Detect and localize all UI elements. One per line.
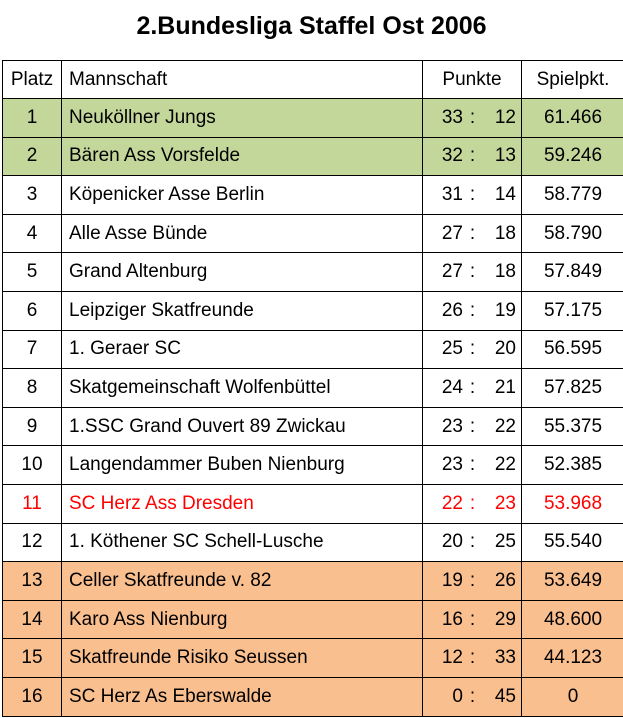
page-title: 2.Bundesliga Staffel Ost 2006 [136, 12, 487, 40]
cell-mannschaft: Skatgemeinschaft Wolfenbüttel [62, 369, 423, 408]
cell-mannschaft: SC Herz Ass Dresden [62, 484, 423, 523]
points-minus: 25 [494, 531, 516, 553]
cell-platz: 6 [3, 291, 62, 330]
cell-spielpunkte: 0 [522, 677, 623, 716]
cell-punkte [423, 214, 522, 253]
table-row [3, 446, 623, 485]
table-row [3, 523, 623, 562]
cell-spielpunkte: 52.385 [522, 446, 623, 485]
cell-platz: 2 [3, 137, 62, 176]
table-row [3, 562, 623, 601]
points-plus: 33 [441, 106, 463, 128]
cell-mannschaft: 1. Geraer SC [62, 330, 423, 369]
table-row [3, 639, 623, 678]
cell-mannschaft: Köpenicker Asse Berlin [62, 176, 423, 215]
points-plus: 27 [441, 261, 463, 283]
points-plus: 25 [441, 338, 463, 360]
table-row [3, 330, 623, 369]
cell-spielpunkte: 48.600 [522, 600, 623, 639]
table-row [3, 99, 623, 138]
points-plus: 27 [441, 222, 463, 244]
header-platz: Platz [3, 61, 62, 99]
cell-mannschaft: Neuköllner Jungs [62, 99, 423, 138]
cell-platz: 11 [3, 484, 62, 523]
cell-punkte [423, 137, 522, 176]
cell-spielpunkte: 55.375 [522, 407, 623, 446]
cell-punkte [423, 407, 522, 446]
points-minus: 20 [494, 338, 516, 360]
points-separator: : [469, 338, 476, 360]
table-row [3, 600, 623, 639]
points-minus: 22 [494, 415, 516, 437]
points-plus: 20 [441, 531, 463, 553]
cell-punkte [423, 484, 522, 523]
cell-spielpunkte: 55.540 [522, 523, 623, 562]
cell-mannschaft: Bären Ass Vorsfelde [62, 137, 423, 176]
table-row [3, 214, 623, 253]
cell-platz: 16 [3, 677, 62, 716]
cell-spielpunkte: 44.123 [522, 639, 623, 678]
cell-punkte [423, 291, 522, 330]
points-separator: : [469, 685, 476, 707]
cell-platz: 5 [3, 253, 62, 292]
cell-spielpunkte: 57.825 [522, 369, 623, 408]
table-row [3, 484, 623, 523]
points-separator: : [469, 531, 476, 553]
table-row [3, 677, 623, 716]
points-plus: 16 [441, 608, 463, 630]
cell-spielpunkte: 58.779 [522, 176, 623, 215]
cell-spielpunkte: 53.649 [522, 562, 623, 601]
cell-platz: 4 [3, 214, 62, 253]
points-minus: 23 [494, 492, 516, 514]
points-minus: 18 [494, 222, 516, 244]
cell-platz: 1 [3, 99, 62, 138]
points-separator: : [469, 261, 476, 283]
header-row [3, 61, 623, 99]
points-plus: 24 [441, 376, 463, 398]
cell-platz: 9 [3, 407, 62, 446]
points-separator: : [469, 647, 476, 669]
cell-punkte [423, 330, 522, 369]
points-plus: 12 [441, 647, 463, 669]
points-minus: 21 [494, 376, 516, 398]
points-separator: : [469, 492, 476, 514]
points-minus: 14 [494, 183, 516, 205]
points-minus: 18 [494, 261, 516, 283]
points-separator: : [469, 222, 476, 244]
cell-spielpunkte: 59.246 [522, 137, 623, 176]
table-row [3, 291, 623, 330]
points-separator: : [469, 415, 476, 437]
cell-mannschaft: Celler Skatfreunde v. 82 [62, 562, 423, 601]
cell-punkte [423, 369, 522, 408]
table-row [3, 253, 623, 292]
points-minus: 19 [494, 299, 516, 321]
cell-mannschaft: Leipziger Skatfreunde [62, 291, 423, 330]
points-minus: 33 [494, 647, 516, 669]
points-minus: 22 [494, 454, 516, 476]
points-plus: 23 [441, 454, 463, 476]
points-minus: 13 [494, 145, 516, 167]
points-separator: : [469, 145, 476, 167]
cell-punkte [423, 677, 522, 716]
cell-spielpunkte: 56.595 [522, 330, 623, 369]
cell-punkte [423, 99, 522, 138]
cell-spielpunkte: 57.849 [522, 253, 623, 292]
header-punkte: Punkte [423, 61, 522, 99]
points-plus: 31 [441, 183, 463, 205]
cell-spielpunkte: 53.968 [522, 484, 623, 523]
cell-platz: 13 [3, 562, 62, 601]
cell-spielpunkte: 61.466 [522, 99, 623, 138]
table-row [3, 407, 623, 446]
cell-punkte [423, 639, 522, 678]
table-row [3, 176, 623, 215]
cell-punkte [423, 253, 522, 292]
cell-mannschaft: Alle Asse Bünde [62, 214, 423, 253]
cell-punkte [423, 562, 522, 601]
header-spielpunkte: Spielpkt. [522, 61, 623, 99]
cell-punkte [423, 523, 522, 562]
points-separator: : [469, 454, 476, 476]
cell-punkte [423, 176, 522, 215]
cell-platz: 10 [3, 446, 62, 485]
points-minus: 26 [494, 569, 516, 591]
table-row [3, 369, 623, 408]
cell-punkte [423, 600, 522, 639]
points-plus: 32 [441, 145, 463, 167]
cell-mannschaft: 1. Köthener SC Schell-Lusche [62, 523, 423, 562]
table-row [3, 137, 623, 176]
header-mannschaft: Mannschaft [62, 61, 423, 99]
cell-mannschaft: Langendammer Buben Nienburg [62, 446, 423, 485]
points-plus: 0 [452, 685, 463, 707]
points-minus: 12 [494, 106, 516, 128]
cell-mannschaft: 1.SSC Grand Ouvert 89 Zwickau [62, 407, 423, 446]
cell-spielpunkte: 58.790 [522, 214, 623, 253]
cell-mannschaft: SC Herz As Eberswalde [62, 677, 423, 716]
cell-platz: 14 [3, 600, 62, 639]
points-separator: : [469, 299, 476, 321]
points-separator: : [469, 569, 476, 591]
cell-mannschaft: Skatfreunde Risiko Seussen [62, 639, 423, 678]
points-minus: 29 [494, 608, 516, 630]
points-separator: : [469, 376, 476, 398]
points-plus: 23 [441, 415, 463, 437]
cell-punkte [423, 446, 522, 485]
cell-platz: 15 [3, 639, 62, 678]
points-plus: 19 [441, 569, 463, 591]
points-separator: : [469, 183, 476, 205]
cell-spielpunkte: 57.175 [522, 291, 623, 330]
cell-mannschaft: Grand Altenburg [62, 253, 423, 292]
points-plus: 22 [441, 492, 463, 514]
cell-platz: 3 [3, 176, 62, 215]
points-minus: 45 [494, 685, 516, 707]
points-separator: : [469, 608, 476, 630]
cell-platz: 7 [3, 330, 62, 369]
points-separator: : [469, 106, 476, 128]
cell-platz: 12 [3, 523, 62, 562]
cell-mannschaft: Karo Ass Nienburg [62, 600, 423, 639]
standings-table [2, 60, 623, 717]
points-plus: 26 [441, 299, 463, 321]
cell-platz: 8 [3, 369, 62, 408]
